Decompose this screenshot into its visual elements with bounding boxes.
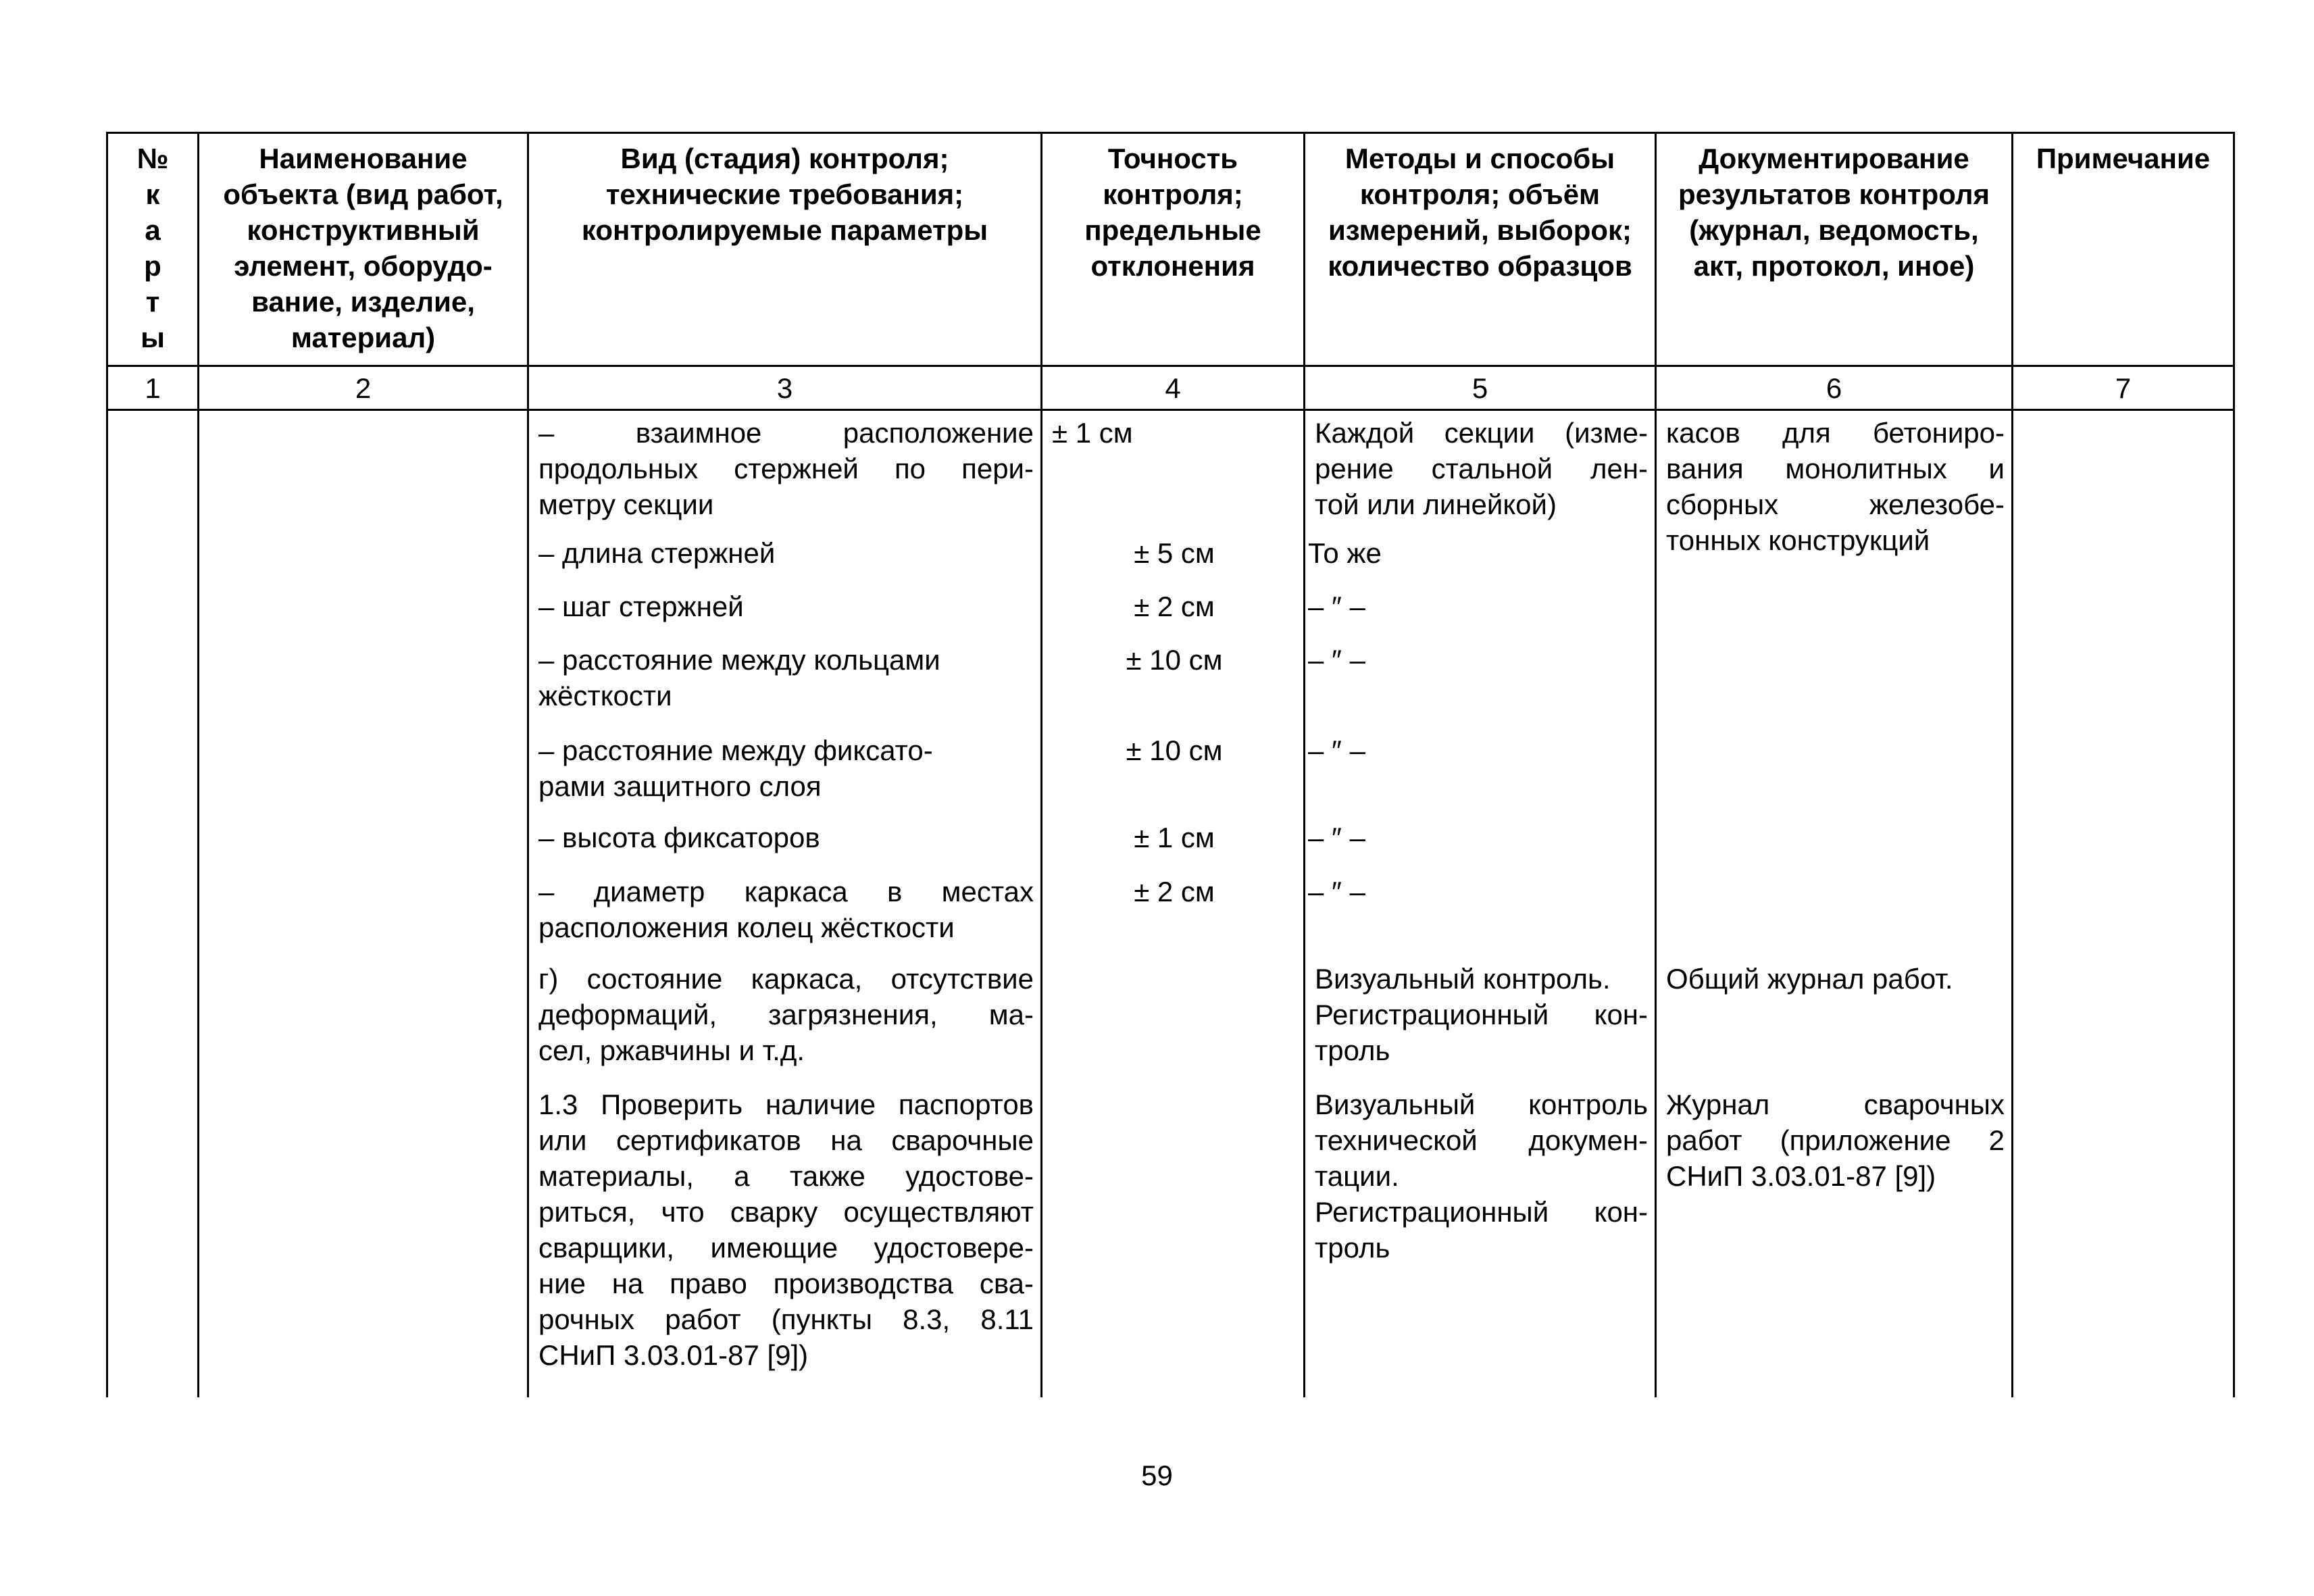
header-documenting: Документирование результатов контроля (журнал, ведомость, акт, протокол, иное): [1656, 133, 2013, 366]
method-item: Визуальный контроль технической докумен- тации. Регистрационный кон- троль: [1315, 1089, 1648, 1264]
method-item: Каждой секции (изме- рение стальной лен- той или линейкой): [1315, 417, 1648, 520]
column-number: 5: [1305, 366, 1656, 410]
methods-cell: [1305, 410, 1656, 1398]
tolerance-value: ± 5 см: [1134, 537, 1215, 569]
method-item: – ″ –: [1308, 644, 1365, 676]
tolerance-value: ± 1 см: [1052, 417, 1133, 449]
requirement-item: – взаимное расположение продольных стержней по пери- метру секции: [538, 417, 1034, 520]
document-item: касов для бетониро- вания монолитных и сборных железобе- тонных конструкций: [1666, 417, 2005, 556]
header-object-name: Наименование объекта (вид работ, конструктивный элемент, оборудо- вание, изделие, материал): [199, 133, 528, 366]
document-item: Общий журнал работ.: [1666, 963, 1953, 995]
method-item: – ″ –: [1308, 591, 1365, 622]
column-number: 4: [1042, 366, 1305, 410]
method-item: – ″ –: [1308, 822, 1365, 853]
requirement-item: – шаг стержней: [538, 591, 744, 622]
header-control-type: Вид (стадия) контроля; технические требования; контролируемые параметры: [528, 133, 1042, 366]
control-type-cell: [528, 410, 1042, 1398]
header-accuracy: Точность контроля; предельные отклонения: [1042, 133, 1305, 366]
tolerance-value: ± 10 см: [1126, 734, 1223, 766]
tolerance-value: ± 10 см: [1126, 644, 1223, 676]
requirement-item: – диаметр каркаса в местах расположения колец жёсткости: [538, 876, 1034, 943]
document-page: [106, 132, 2233, 1397]
method-item: – ″ –: [1308, 876, 1365, 907]
header-card-number: № к а р т ы: [107, 133, 199, 366]
column-number: 6: [1656, 366, 2013, 410]
requirement-item: – расстояние между фиксато- рами защитного слоя: [538, 734, 933, 802]
requirement-item: – высота фиксаторов: [538, 822, 820, 853]
column-number: 1: [107, 366, 199, 410]
document-item: Журнал сварочных работ (приложение 2 СНиП 3.03.01-87 [9]): [1666, 1089, 2005, 1192]
accuracy-cell: [1042, 410, 1305, 1398]
column-number: 2: [199, 366, 528, 410]
table-row: [107, 410, 2234, 1398]
page-number: 59: [1141, 1460, 1173, 1491]
documenting-cell: [1656, 410, 2013, 1398]
tolerance-value: ± 2 см: [1134, 591, 1215, 622]
header-note: Примечание: [2013, 133, 2234, 366]
tolerance-value: ± 2 см: [1134, 876, 1215, 907]
requirement-item: – расстояние между кольцами жёсткости: [538, 644, 940, 712]
header-row: [107, 133, 2234, 366]
method-item: То же: [1308, 537, 1382, 569]
method-item: – ″ –: [1308, 734, 1365, 766]
column-number: 7: [2013, 366, 2234, 410]
object-name-cell: [199, 410, 528, 1398]
method-item: Визуальный контроль. Регистрационный кон- троль: [1315, 963, 1648, 1066]
requirement-item: 1.3 Проверить наличие паспортов или сертификатов на сварочные материалы, а также удостове- риться, что сварку осуществляют сварщики, имеющие удостовере- ние на право производства сва- рочных работ (пункты 8.3, 8.11 СНиП 3.03.01-87 [9]): [538, 1089, 1034, 1371]
requirement-item: г) состояние каркаса, отсутствие деформаций, загрязнения, ма- сел, ржавчины и т.д.: [538, 963, 1034, 1066]
requirement-item: – длина стержней: [538, 537, 776, 569]
column-number: 3: [528, 366, 1042, 410]
header-methods: Методы и способы контроля; объём измерений, выборок; количество образцов: [1305, 133, 1656, 366]
tolerance-value: ± 1 см: [1134, 822, 1215, 853]
card-number-cell: [107, 410, 199, 1398]
column-number-row: [107, 366, 2234, 410]
control-table: [106, 132, 2235, 1397]
note-cell: [2013, 410, 2234, 1398]
